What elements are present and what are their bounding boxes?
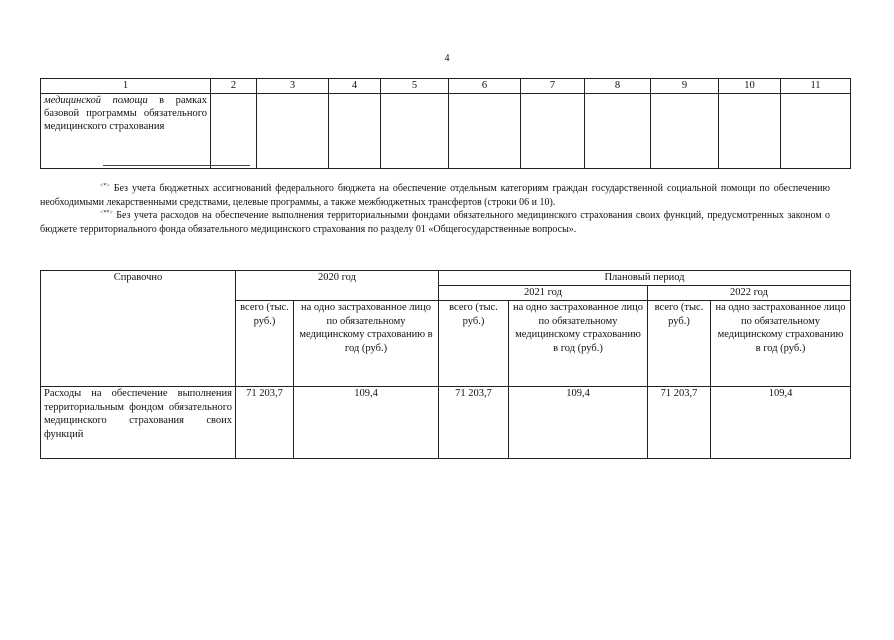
table-row (41, 94, 851, 169)
column-number: 5 (381, 79, 449, 94)
row-label-italic: медицинской помощи (44, 95, 148, 106)
header-2020: 2020 год (236, 271, 439, 301)
header-reference: Справочно (41, 271, 236, 387)
subheader-total-2022: всего (тыс. руб.) (648, 301, 711, 387)
column-number: 2 (211, 79, 257, 94)
column-number: 6 (449, 79, 521, 94)
column-number: 7 (521, 79, 585, 94)
footnote-1-mark: <*> (100, 183, 110, 189)
footnote-1-text: Без учета бюджетных ассигнований федерального бюджета на обеспечение отдельным категориям граждан государственной социальной помощи по обеспечению необходимыми лекарственными средствами, целевые программы, а также межбюджетных трансфертов (строки 06 и 10). (40, 183, 830, 208)
page-number: 4 (444, 53, 450, 64)
footnote-2-mark: <**> (100, 210, 113, 216)
header-2021: 2021 год (439, 286, 648, 301)
empty-cell (381, 94, 449, 169)
column-number-row (41, 79, 851, 94)
footnote-divider (103, 165, 250, 166)
reference-table (40, 270, 851, 459)
header-planned-period: Плановый период (439, 271, 851, 286)
continuation-table (40, 78, 851, 169)
subheader-total-2020: всего (тыс. руб.) (236, 301, 294, 387)
empty-cell (329, 94, 381, 169)
subheader-per-person-2021: на одно застрахованное лицо по обязательному медицинскому страхованию в год (руб.) (509, 301, 648, 387)
column-number: 11 (781, 79, 851, 94)
empty-cell (651, 94, 719, 169)
total-2022-value: 71 203,7 (648, 387, 711, 459)
total-2020-value: 71 203,7 (236, 387, 294, 459)
footnote-1 (40, 180, 830, 209)
column-number: 10 (719, 79, 781, 94)
column-number: 4 (329, 79, 381, 94)
per-person-2021-value: 109,4 (509, 387, 648, 459)
empty-cell (781, 94, 851, 169)
subheader-per-person-2022: на одно застрахованное лицо по обязательному медицинскому страхованию в год (руб.) (711, 301, 851, 387)
column-number: 3 (257, 79, 329, 94)
header-row (41, 271, 851, 286)
empty-cell (211, 94, 257, 169)
empty-cell (257, 94, 329, 169)
per-person-2020-value: 109,4 (294, 387, 439, 459)
row-label (41, 94, 211, 169)
column-number: 9 (651, 79, 719, 94)
empty-cell (719, 94, 781, 169)
column-number: 1 (41, 79, 211, 94)
empty-cell (585, 94, 651, 169)
total-2021-value: 71 203,7 (439, 387, 509, 459)
subheader-per-person-2020: на одно застрахованное лицо по обязательному медицинскому страхованию в год (руб.) (294, 301, 439, 387)
row-label: Расходы на обеспечение выполнения территориальным фондом обязательного медицинского страхования своих функций (41, 387, 236, 459)
footnote-2 (40, 207, 830, 236)
subheader-total-2021: всего (тыс. руб.) (439, 301, 509, 387)
footnote-2-text: Без учета расходов на обеспечение выполнения территориальными фондами обязательного медицинского страхования своих функций, предусмотренных законом о бюджете территориального фонда обязательного медицинского страхования по разделу 01 «Общегосударственные вопросы». (40, 210, 830, 235)
empty-cell (449, 94, 521, 169)
per-person-2022-value: 109,4 (711, 387, 851, 459)
header-2022: 2022 год (648, 286, 851, 301)
empty-cell (521, 94, 585, 169)
row-label-rest: в рамках базовой программы обязательного медицинского страхования (44, 95, 207, 132)
table-row (41, 387, 851, 459)
column-number: 8 (585, 79, 651, 94)
